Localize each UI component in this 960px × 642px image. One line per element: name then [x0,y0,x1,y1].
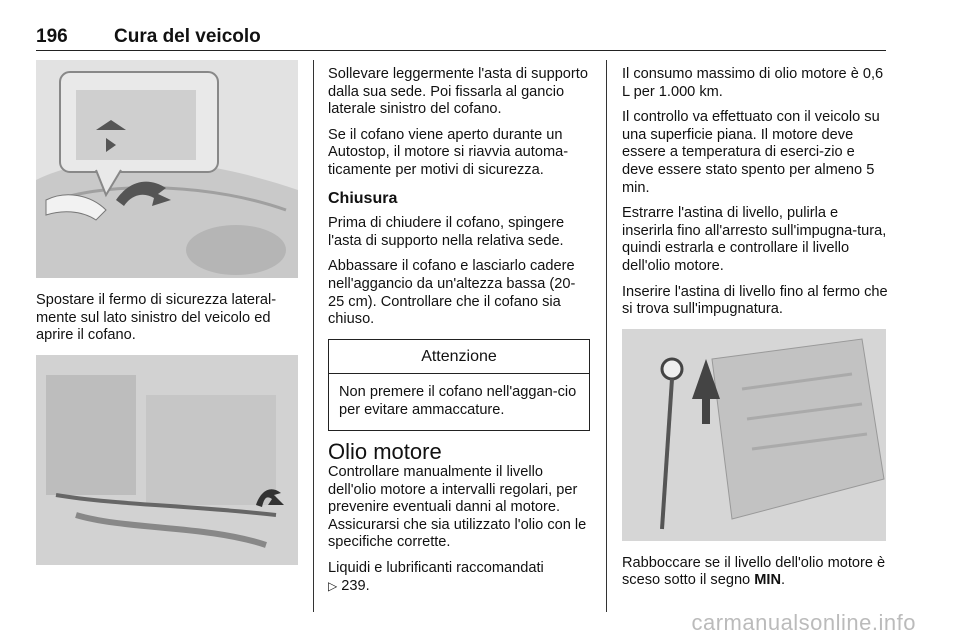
page-number: 196 [36,26,68,47]
chapter-title: Cura del veicolo [114,26,261,47]
paragraph: Se il cofano viene aperto durante un Autostop, il motore si riavvia automa-ticamente per motivi di sicurezza. [328,126,569,178]
paragraph: Liquidi e lubrificanti raccomandati [328,560,544,577]
column-3 [622,66,888,598]
min-mark: MIN [754,572,781,589]
engine-bay-illustration [36,355,298,565]
watermark: carmanualsonline.info [691,610,916,635]
text-top-up: Rabboccare se il livello dell'olio motore è sceso sotto il segno [622,554,886,589]
page-header [36,22,886,51]
paragraph: Abbassare il cofano e lasciarlo cadere nell'aggancio da un'altezza bassa (20-25 cm). Controllare che il cofano sia chiuso. [328,258,576,328]
paragraph: Estrarre l'astina di livello, pulirla e inserirla fino all'arresto sull'impugna-tura, quindi estrarla e controllare il livello dell'olio motore. [622,205,887,274]
paragraph: Inserire l'astina di livello fino al fermo che si trova sull'impugnatura. [622,283,888,318]
hood-release-illustration [36,60,298,278]
paragraph: Il consumo massimo di olio motore è 0,6 L per 1.000 km. [622,66,884,100]
column-2 [328,66,590,603]
caption-open-hood: Spostare il fermo di sicurezza lateral-mente sul lato sinistro del veicolo ed aprire il cofano. [36,292,277,344]
paragraph-top-up [622,555,888,590]
warning-title: Attenzione [329,340,589,375]
paragraph: Sollevare leggermente l'asta di supporto dalla sua sede. Poi fissarla al gancio laterale sinistro del cofano. [328,66,588,118]
section-heading-engine-oil: Olio motore [328,438,442,464]
column-1 [36,60,298,565]
reference-arrow-icon: ▷ [328,578,338,593]
warning-text: Non premere il cofano nell'aggan-cio per evitare ammaccature. [339,384,577,418]
column-divider [313,60,314,612]
paragraph: Prima di chiudere il cofano, spingere l'asta di supporto nella relativa sede. [328,215,565,249]
page-reference[interactable] [328,578,590,596]
column-divider [606,60,607,612]
section-heading-closing: Chiusura [328,189,398,207]
paragraph: Controllare manualmente il livello dell'olio motore a intervalli regolari, per prevenire eventuali danni al motore. Assicurarsi che sia utilizzato l'olio con le specifiche corrette. [328,464,587,551]
warning-box [328,339,590,431]
paragraph: Il controllo va effettuato con il veicolo su una superficie piana. Il motore deve essere a temperatura di eserci-zio e deve essere stato spento per almeno 5 min. [622,109,880,196]
dipstick-illustration [622,329,886,541]
text-period: . [781,572,786,589]
reference-page: 239. [341,577,370,594]
